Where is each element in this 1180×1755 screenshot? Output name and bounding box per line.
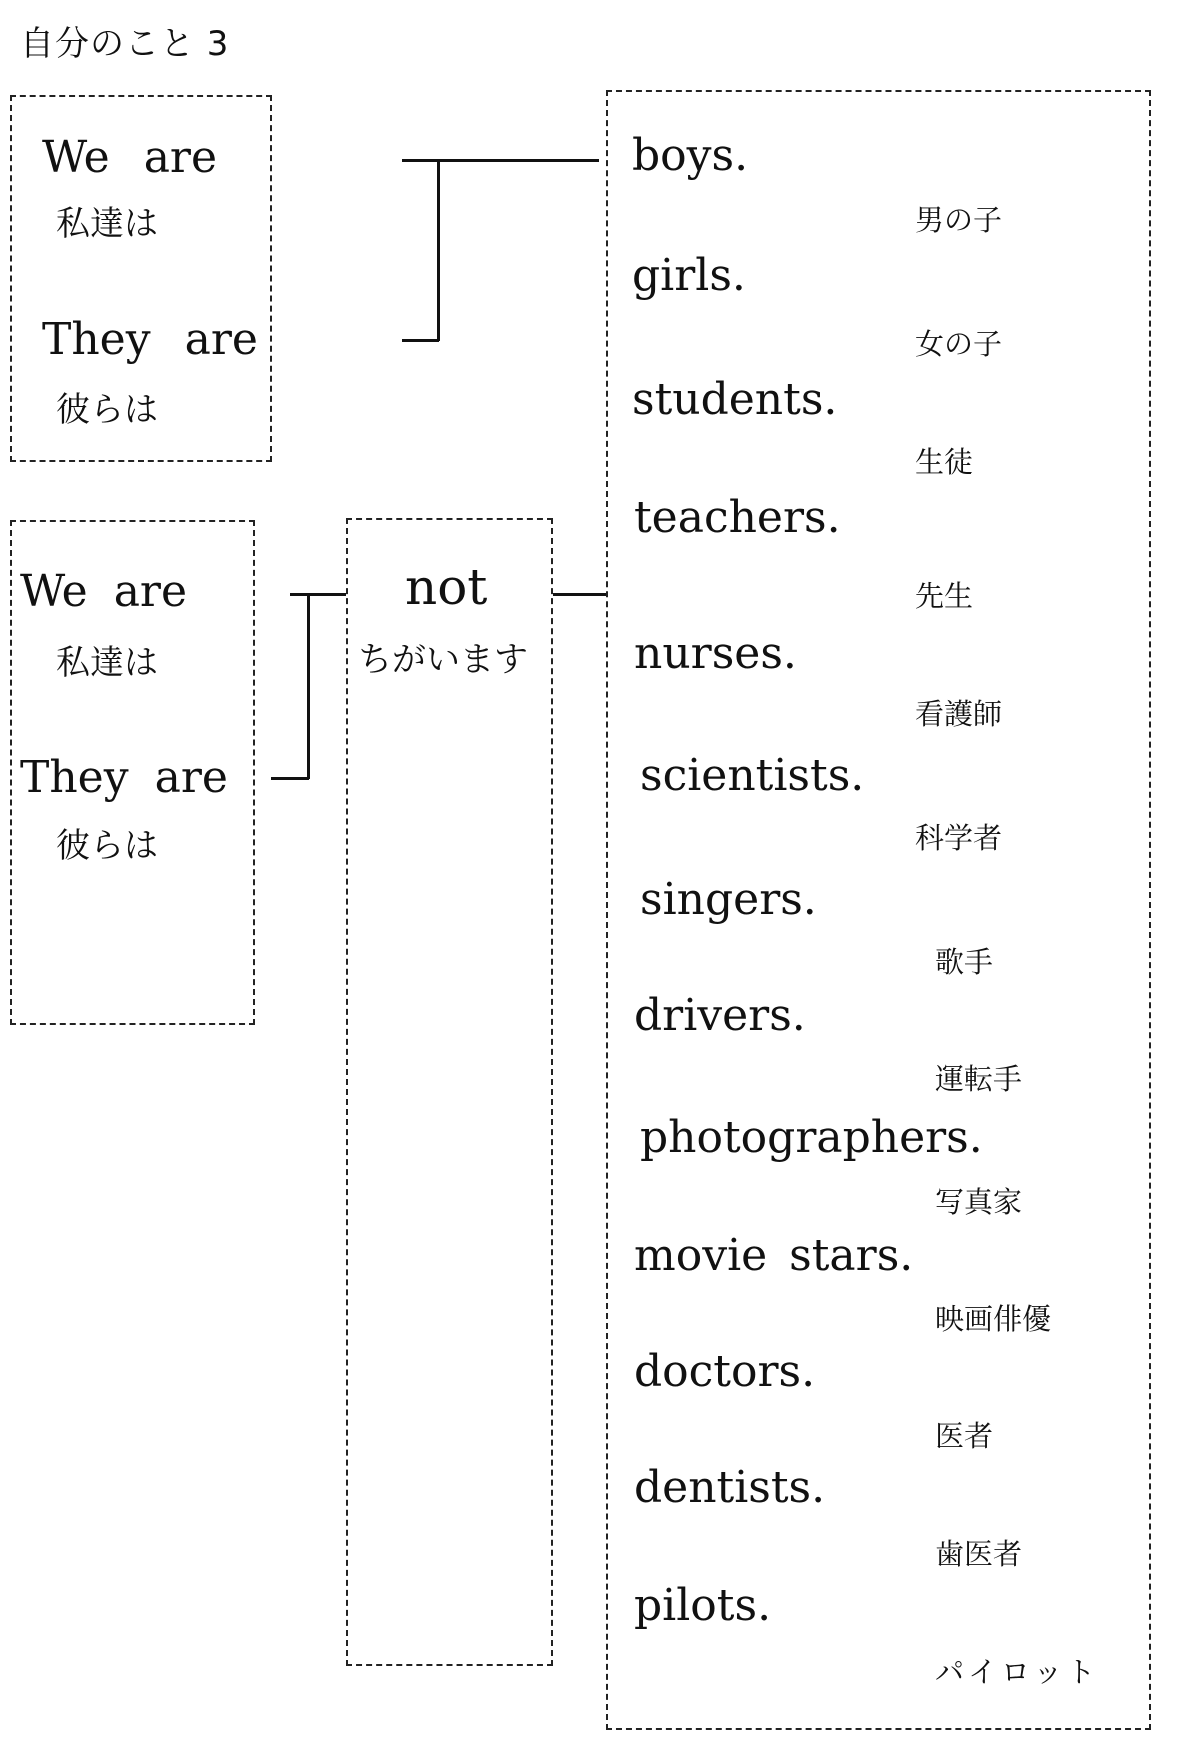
noun-girls-japanese: 女の子 — [915, 327, 1003, 361]
noun-scientists: scientists. — [640, 750, 865, 801]
we-subject: We — [42, 132, 110, 183]
noun-drivers-japanese: 運転手 — [935, 1062, 1023, 1096]
connector-bracket-vertical — [437, 159, 440, 341]
not-word: not — [405, 558, 488, 616]
noun-girls: girls. — [632, 250, 746, 301]
noun-boys-japanese: 男の子 — [915, 203, 1003, 237]
noun-drivers: drivers. — [634, 990, 806, 1041]
noun-scientists-japanese: 科学者 — [915, 821, 1003, 855]
noun-doctors-japanese: 医者 — [935, 1419, 994, 1453]
noun-dentists-japanese: 歯医者 — [935, 1537, 1023, 1571]
noun-doctors: doctors. — [634, 1346, 816, 1397]
noun-boys: boys. — [632, 130, 749, 181]
are-verb: are — [113, 566, 187, 617]
are-verb: are — [184, 314, 258, 365]
noun-singers-japanese: 歌手 — [935, 945, 994, 979]
connector-bracket-bottom — [402, 339, 439, 342]
noun-nurses: nurses. — [634, 628, 797, 679]
are-verb: are — [154, 752, 228, 803]
we-are-phrase-negative — [20, 566, 187, 617]
noun-dentists: dentists. — [634, 1462, 826, 1513]
noun-students-japanese: 生徒 — [915, 445, 974, 479]
are-verb: are — [143, 132, 217, 183]
negation-box — [346, 518, 553, 1666]
they-subject: They — [20, 752, 129, 803]
noun-students: students. — [632, 374, 838, 425]
connector-bracket-top — [402, 159, 599, 162]
noun-teachers: teachers. — [634, 492, 841, 543]
they-are-japanese: 彼らは — [56, 390, 158, 430]
connector-bracket-2-bottom — [271, 777, 309, 780]
not-japanese: ちがいます — [358, 640, 528, 680]
connector-bracket-2-vertical — [307, 593, 310, 779]
page-title: 自分のこと 3 — [20, 24, 230, 64]
they-are-phrase-negative — [20, 752, 228, 803]
noun-movie-stars: movie stars. — [634, 1230, 914, 1281]
noun-pilots: pilots. — [634, 1580, 772, 1631]
noun-pilots-japanese: パイロット — [935, 1655, 1100, 1689]
noun-singers: singers. — [640, 874, 817, 925]
noun-photographers-japanese: 写真家 — [935, 1185, 1023, 1219]
they-are-japanese-negative: 彼らは — [56, 826, 158, 866]
we-are-japanese-negative: 私達は — [56, 643, 158, 683]
connector-bracket-2-top — [290, 593, 346, 596]
we-subject: We — [20, 566, 88, 617]
noun-nurses-japanese: 看護師 — [915, 697, 1003, 731]
they-are-phrase — [42, 314, 258, 365]
we-are-japanese: 私達は — [56, 204, 158, 244]
we-are-phrase — [42, 132, 217, 183]
noun-movie-stars-japanese: 映画俳優 — [935, 1302, 1052, 1336]
noun-teachers-japanese: 先生 — [915, 579, 974, 613]
noun-photographers: photographers. — [640, 1112, 983, 1163]
they-subject: They — [42, 314, 151, 365]
connector-not-to-nouns — [553, 593, 607, 596]
